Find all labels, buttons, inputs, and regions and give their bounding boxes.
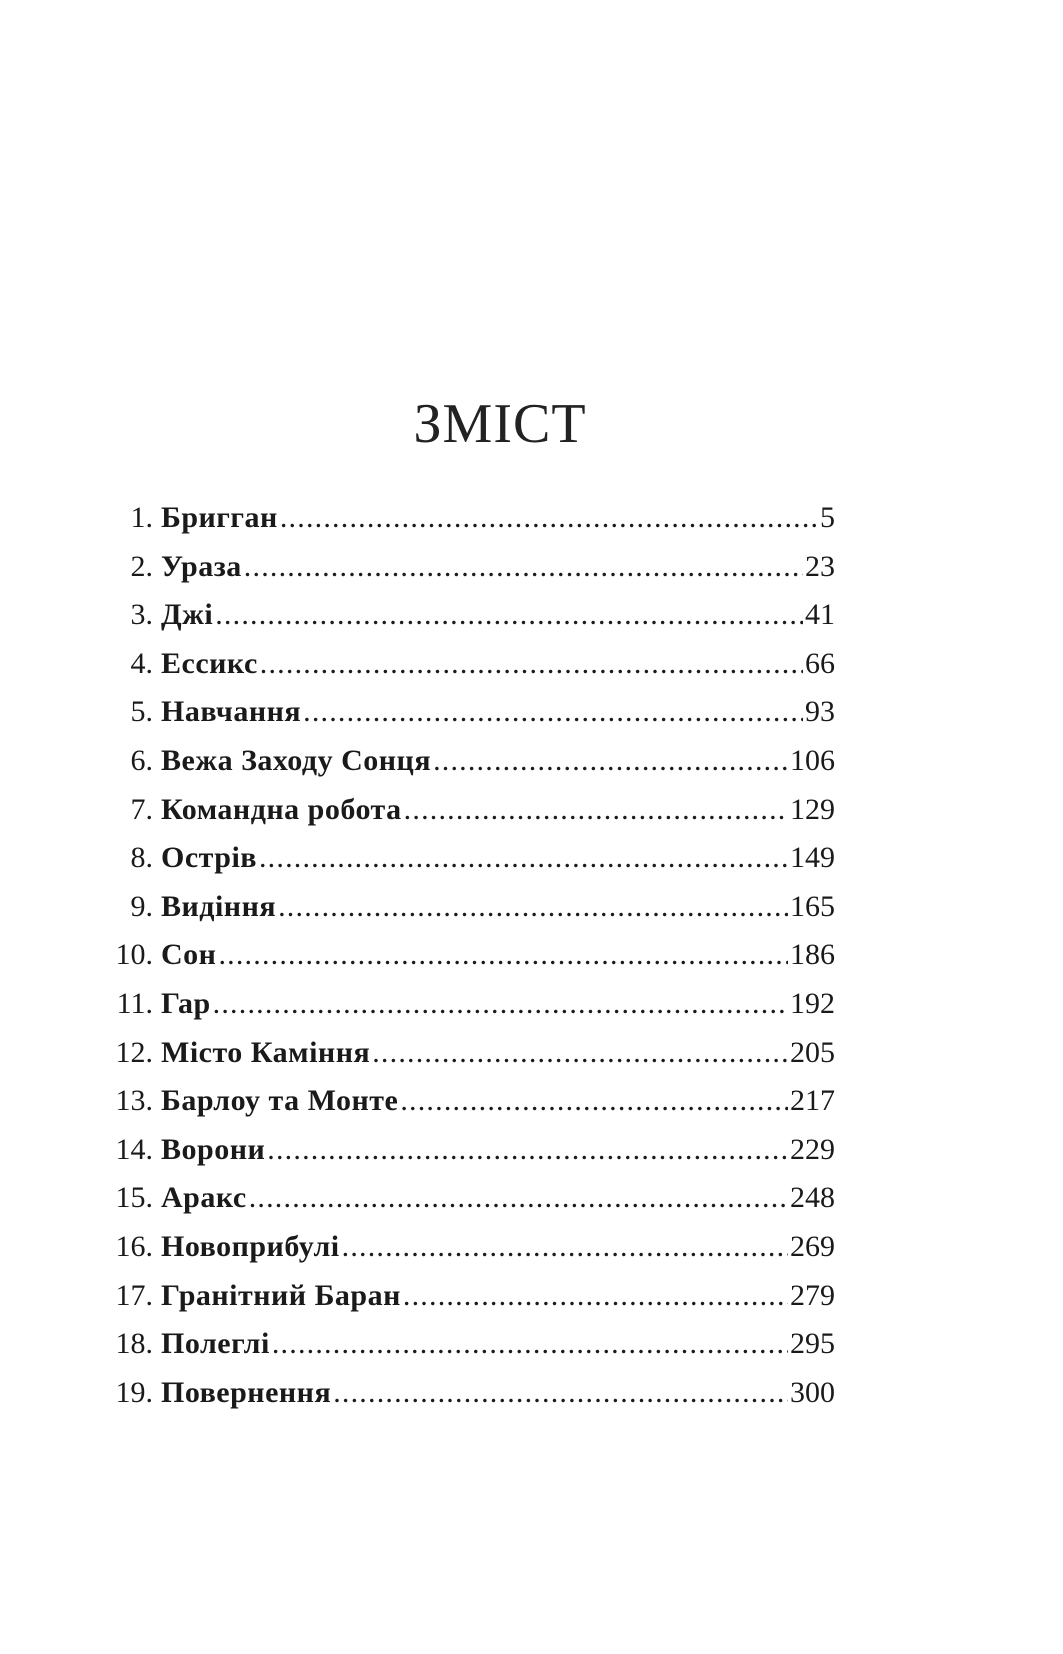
toc-entry-page: 229 — [790, 1132, 835, 1166]
toc-entry — [100, 980, 835, 1029]
toc-entry-page: 66 — [805, 646, 835, 680]
toc-dot-leader — [278, 883, 788, 932]
toc-dot-leader — [404, 786, 788, 835]
toc-entry-number: 2. — [130, 549, 153, 583]
toc-entry — [100, 688, 835, 737]
toc-dot-leader — [267, 1126, 788, 1175]
toc-entry-number: 19. — [115, 1375, 153, 1409]
toc-entry-number: 14. — [115, 1132, 153, 1166]
toc-entry-title: Видіння — [161, 889, 277, 923]
toc-entry-number: 10. — [115, 938, 153, 972]
toc-entry-title: Вежа Заходу Сонця — [161, 743, 432, 777]
toc-entry — [100, 640, 835, 689]
toc-entry — [100, 786, 835, 835]
toc-entry-number: 4. — [130, 646, 153, 680]
toc-entry — [100, 494, 835, 543]
toc-entry — [100, 931, 835, 980]
toc-entry-number: 7. — [130, 792, 153, 826]
toc-dot-leader — [333, 1369, 788, 1418]
toc-dot-leader — [272, 1320, 788, 1369]
toc-dot-leader — [260, 640, 803, 689]
toc-entry-number: 1. — [130, 501, 153, 534]
toc-entry-title: Новоприбулі — [161, 1229, 340, 1263]
toc-entry — [100, 1320, 835, 1369]
toc-entry — [100, 883, 835, 932]
toc-entry-number: 12. — [115, 1035, 153, 1069]
toc-entry-number: 3. — [130, 598, 153, 632]
toc-entry-title: Повернення — [161, 1375, 332, 1409]
toc-entry-number: 16. — [115, 1229, 153, 1263]
toc-entry — [100, 1272, 835, 1321]
toc-entry — [100, 1126, 835, 1175]
toc-title: ЗМІСТ — [413, 393, 587, 455]
toc-entry — [100, 1369, 835, 1418]
toc-entry-page: 269 — [790, 1229, 835, 1263]
toc-entry-title: Гранітний Баран — [161, 1278, 401, 1312]
toc-entry-title: Острів — [161, 841, 257, 875]
toc-entry-title: Бригган — [161, 501, 278, 534]
toc-entry-title: Ураза — [161, 549, 242, 583]
toc-entry — [100, 1174, 835, 1223]
toc-entry-number: 11. — [116, 986, 153, 1020]
toc-dot-leader — [213, 980, 788, 1029]
toc-entry-number: 15. — [115, 1181, 153, 1215]
toc-entry-number: 5. — [130, 695, 153, 729]
toc-entry-page: 248 — [790, 1181, 835, 1215]
toc-entry — [100, 1077, 835, 1126]
toc-entry-page: 129 — [790, 792, 835, 826]
toc-dot-leader — [400, 1077, 788, 1126]
toc-entry-title: Ворони — [161, 1132, 266, 1166]
toc-entry-title: Джі — [161, 598, 214, 632]
toc-entry-number: 17. — [115, 1278, 153, 1312]
toc-dot-leader — [403, 1272, 788, 1321]
toc-entry — [100, 1223, 835, 1272]
toc-entry-page: 106 — [790, 743, 835, 777]
toc-entry-page: 205 — [790, 1035, 835, 1069]
toc-entry — [100, 591, 835, 640]
toc-entry-page: 5 — [820, 501, 835, 534]
toc-dot-leader — [280, 494, 818, 543]
toc-entry-title: Місто Каміння — [161, 1035, 371, 1069]
toc-entry-number: 9. — [130, 889, 153, 923]
toc-entry-number: 18. — [115, 1327, 153, 1361]
toc-dot-leader — [218, 931, 788, 980]
toc-entry-number: 8. — [130, 841, 153, 875]
toc-entry-title: Навчання — [161, 695, 302, 729]
toc-entry-title: Сон — [161, 938, 217, 972]
toc-dot-leader — [433, 737, 788, 786]
toc-entry-number: 6. — [130, 743, 153, 777]
toc-dot-leader — [342, 1223, 788, 1272]
toc-entry — [100, 737, 835, 786]
toc-entry-page: 23 — [805, 549, 835, 583]
toc-entry — [100, 1029, 835, 1078]
toc-dot-leader — [215, 591, 803, 640]
toc-entry-page: 41 — [805, 598, 835, 632]
toc-entry-title: Полеглі — [161, 1327, 270, 1361]
toc-entry — [100, 543, 835, 592]
toc-entry-page: 93 — [805, 695, 835, 729]
toc-dot-leader — [259, 834, 788, 883]
toc-entry-title: Аракс — [161, 1181, 247, 1215]
toc-entry-page: 186 — [790, 938, 835, 972]
toc-entry-title: Барлоу та Монте — [161, 1084, 399, 1118]
toc-entry-number: 13. — [115, 1084, 153, 1118]
toc-entry — [100, 834, 835, 883]
toc-entry-page: 217 — [790, 1084, 835, 1118]
toc-dot-leader — [372, 1029, 788, 1078]
toc-entry-page: 295 — [790, 1327, 835, 1361]
toc-entry-page: 192 — [790, 986, 835, 1020]
toc-entry-page: 300 — [790, 1375, 835, 1409]
toc-dot-leader — [244, 543, 803, 592]
toc-dot-leader — [249, 1174, 788, 1223]
toc-entry-title: Командна робота — [161, 792, 402, 826]
toc-list — [100, 494, 835, 1417]
toc-entry-title: Ессикс — [161, 646, 258, 680]
toc-entry-page: 149 — [790, 841, 835, 875]
toc-dot-leader — [303, 688, 803, 737]
toc-entry-page: 165 — [790, 889, 835, 923]
toc-entry-title: Гар — [161, 986, 211, 1020]
toc-entry-page: 279 — [790, 1278, 835, 1312]
